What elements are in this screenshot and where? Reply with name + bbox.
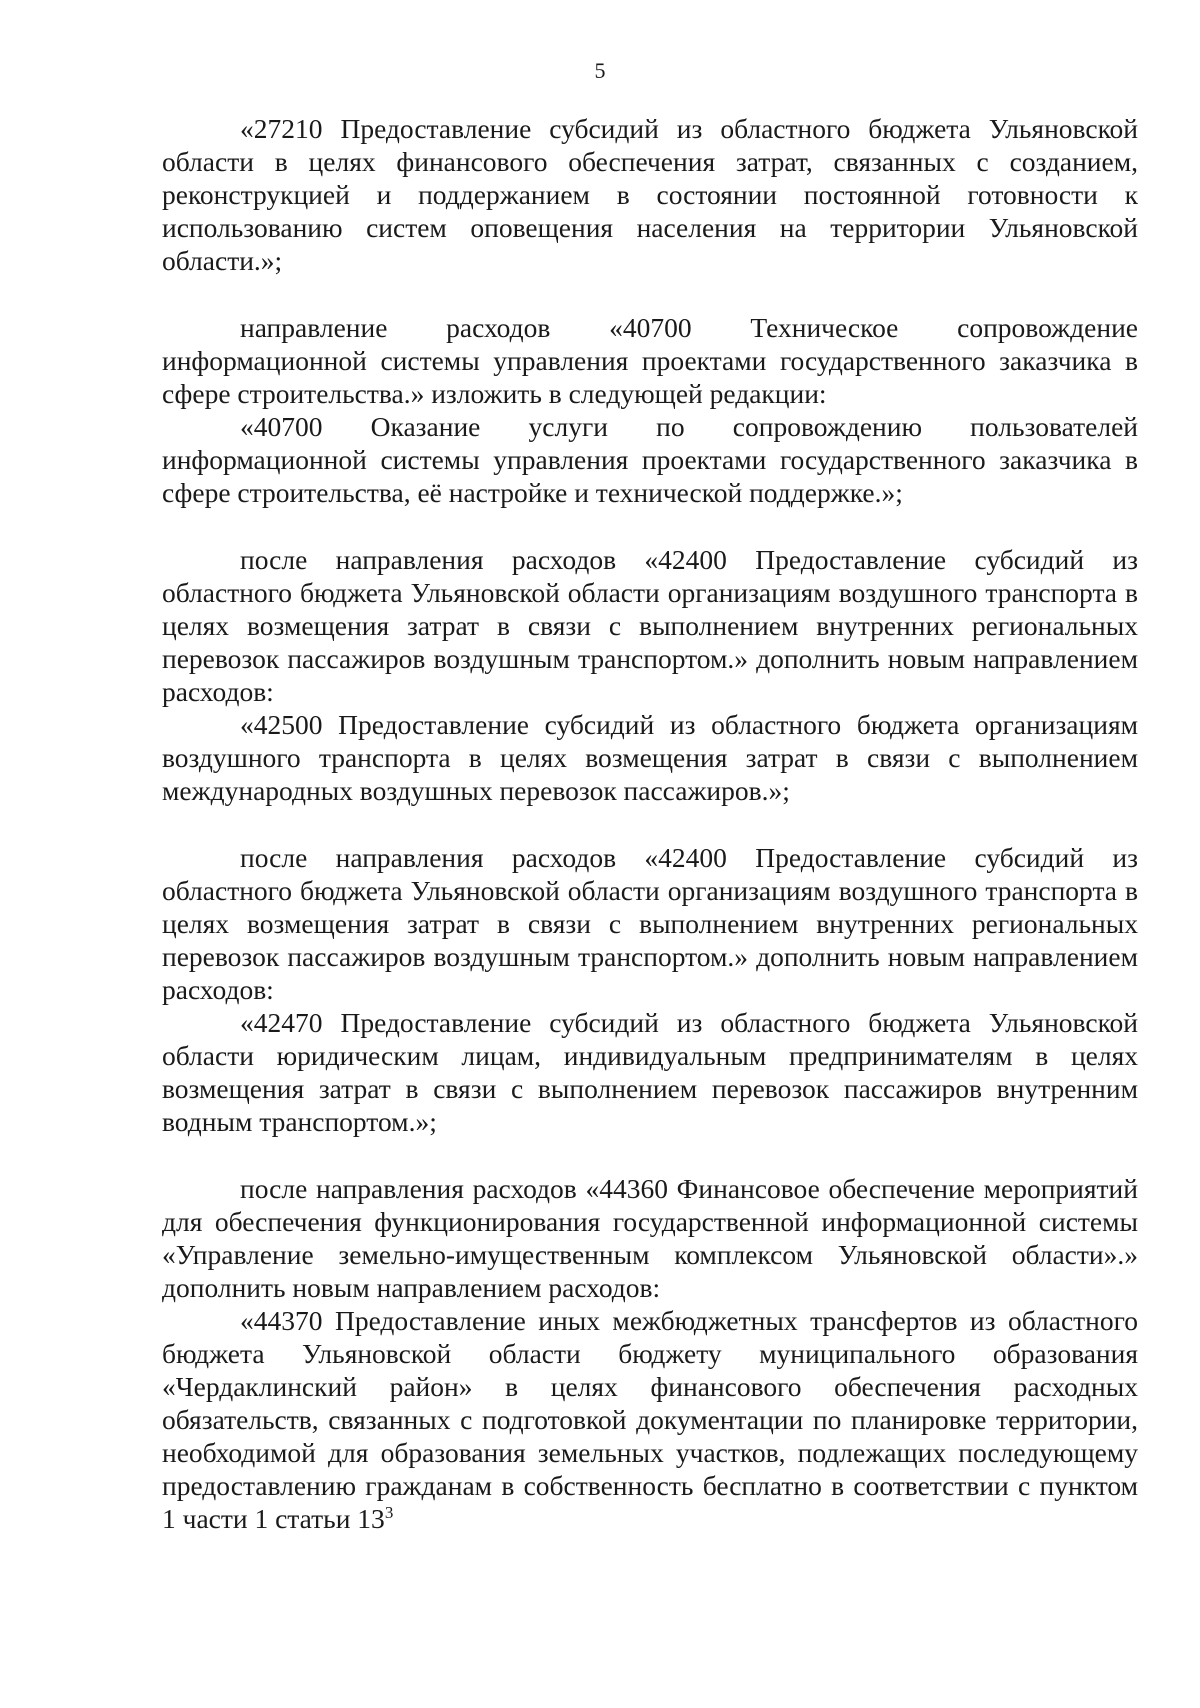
paragraph-44370-intro: после направления расходов «44360 Финансовое обеспечение мероприятий для обеспечения функционирования государственной информационной системы «Управление земельно-имущественным комплексом Ульяновской области».» дополнить новым направлением расходов: xyxy=(162,1173,1138,1303)
paragraph-40700-new: «40700 Оказание услуги по сопровождению пользователей информационной системы управления проектами государственного заказчика в сфере строительства, её настройке и технической поддержке.»; xyxy=(162,411,1138,508)
paragraph-44370-text: «44370 Предоставление иных межбюджетных трансфертов из областного бюджета Ульяновской области бюджету муниципального образования «Чердаклинский район» в целях финансового обеспечения расходных обязательств, связанных с подготовкой документации по планировке территории, необходимой для образования земельных участков, подлежащих последующему предоставлению гражданам в собственность бесплатно в соответствии с пунктом 1 части 1 статьи 13 xyxy=(162,1305,1138,1534)
paragraph-42470-intro: после направления расходов «42400 Предоставление субсидий из областного бюджета Ульяновской области организациям воздушного транспорта в целях возмещения затрат в связи с выполнением внутренних региональных перевозок пассажиров воздушным транспортом.» дополнить новым направлением расходов: xyxy=(162,842,1138,1005)
paragraph-42500-new: «42500 Предоставление субсидий из областного бюджета организациям воздушного транспорта в целях возмещения затрат в связи с выполнением международных воздушных перевозок пассажиров.»; xyxy=(162,709,1138,806)
document-body xyxy=(162,112,1138,1535)
paragraph-27210: «27210 Предоставление субсидий из областного бюджета Ульяновской области в целях финансового обеспечения затрат, связанных с созданием, реконструкцией и поддержанием в состоянии постоянной готовности к использованию систем оповещения населения на территории Ульяновской области.»; xyxy=(162,113,1138,276)
article-superscript: 3 xyxy=(384,1502,394,1522)
paragraph-40700-intro: направление расходов «40700 Техническое сопровождение информационной системы управления проектами государственного заказчика в сфере строительства.» изложить в следующей редакции: xyxy=(162,312,1138,409)
paragraph-44370-new xyxy=(162,1304,1138,1535)
page-number: 5 xyxy=(594,58,606,83)
paragraph-42470-new: «42470 Предоставление субсидий из областного бюджета Ульяновской области юридическим лицам, индивидуальным предпринимателям в целях возмещения затрат в связи с выполнением перевозок пассажиров внутренним водным транспортом.»; xyxy=(162,1007,1138,1137)
paragraph-42500-intro: после направления расходов «42400 Предоставление субсидий из областного бюджета Ульяновской области организациям воздушного транспорта в целях возмещения затрат в связи с выполнением внутренних региональных перевозок пассажиров воздушным транспортом.» дополнить новым направлением расходов: xyxy=(162,544,1138,707)
